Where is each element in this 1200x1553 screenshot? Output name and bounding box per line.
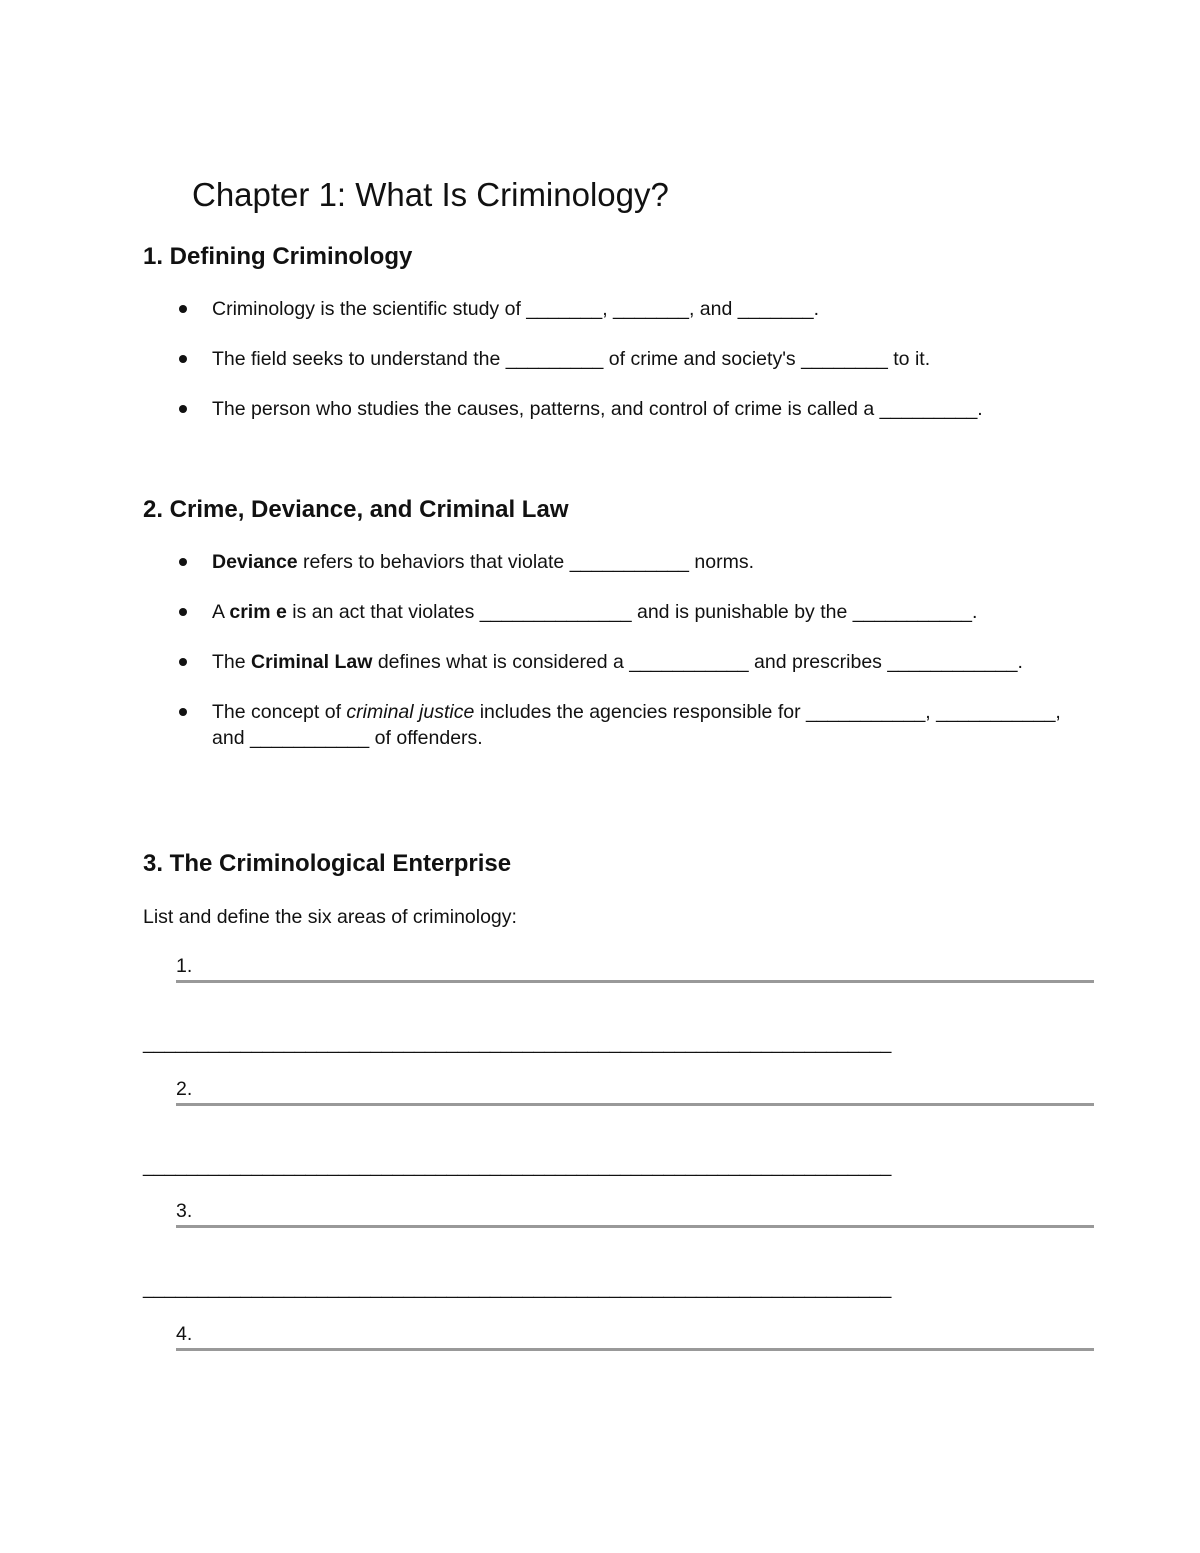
bullet-text: is an act that violates ______________ and is punishable by the ___________.	[286, 601, 978, 623]
answer-number: 4.	[176, 1323, 193, 1345]
bullet-list-defining	[178, 296, 1078, 446]
bullet-text: The field seeks to understand the _________ of crime and society's ________ to it.	[212, 348, 931, 370]
page-title: Chapter 1: What Is Criminology?	[192, 176, 669, 213]
list-item	[178, 549, 1078, 575]
section-heading-criminological-enterprise: 3. The Criminological Enterprise	[143, 850, 512, 877]
list-item	[178, 599, 1078, 625]
bullet-text: The person who studies the causes, patterns, and control of crime is called a _________.	[212, 398, 983, 420]
section-heading-defining-criminology: 1. Defining Criminology	[143, 243, 413, 270]
list-item	[178, 396, 1078, 422]
blank-line: _____________________________________________________________________	[143, 1032, 892, 1054]
bullet-text-prefix: The concept of	[212, 701, 347, 723]
term-criminal-justice: criminal justice	[346, 701, 475, 723]
bullet-text: includes the agencies responsible for ___________, ___________, and ___________ of offenders.	[212, 701, 1061, 749]
list-item	[178, 699, 1078, 751]
answer-line-4[interactable]	[176, 1318, 1094, 1351]
answer-line-1[interactable]	[176, 950, 1094, 983]
list-instruction: List and define the six areas of criminology:	[143, 906, 517, 928]
term-criminal-law: Criminal Law	[251, 651, 373, 673]
blank-line: _____________________________________________________________________	[143, 1155, 892, 1177]
section-heading-crime-deviance: 2. Crime, Deviance, and Criminal Law	[143, 496, 569, 523]
list-item	[178, 346, 1078, 372]
bullet-text: refers to behaviors that violate ___________ norms.	[297, 551, 755, 573]
term-crime: crim e	[229, 601, 287, 623]
answer-number: 3.	[176, 1200, 193, 1222]
bullet-text: Criminology is the scientific study of _______, _______, and _______.	[212, 298, 820, 320]
answer-number: 2.	[176, 1078, 193, 1100]
list-item	[178, 649, 1078, 675]
answer-number: 1.	[176, 955, 193, 977]
bullet-text-prefix: A	[212, 601, 230, 623]
bullet-text: defines what is considered a ___________ and prescribes ____________.	[372, 651, 1023, 673]
term-deviance: Deviance	[212, 551, 298, 573]
bullet-list-crime	[178, 549, 1078, 775]
blank-line: _____________________________________________________________________	[143, 1277, 892, 1299]
list-item	[178, 296, 1078, 322]
answer-line-2[interactable]	[176, 1073, 1094, 1106]
bullet-text-prefix: The	[212, 651, 252, 673]
answer-line-3[interactable]	[176, 1195, 1094, 1228]
